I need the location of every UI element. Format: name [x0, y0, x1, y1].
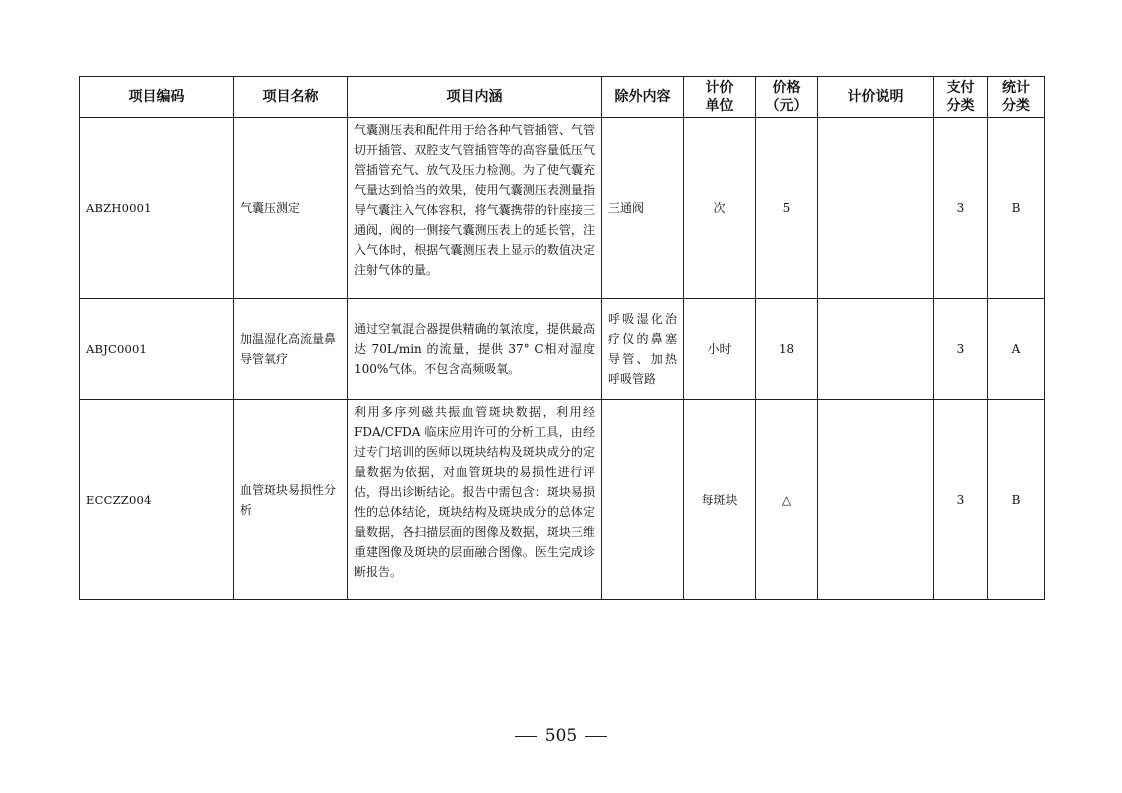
header-price: 价格 （元） — [756, 77, 818, 118]
item-name: 血管斑块易损性分析 — [234, 400, 348, 600]
header-stat: 统计 分类 — [988, 77, 1045, 118]
item-exclusion: 三通阀 — [602, 118, 684, 299]
item-content: 气囊测压表和配件用于给各种气管插管、气管切开插管、双腔支气管插管等的高容量低压气管插管充气、放气及压力检测。为了使气囊充气量达到恰当的效果，使用气囊测压表测量指导气囊注入气体容积，将气囊携带的针座接三通阀，阀的一侧接气囊测压表上的延长管，注入气体时，根据气囊测压表上显示的数值决定注射气体的量。 — [348, 118, 602, 299]
item-payment: 3 — [934, 118, 988, 299]
item-price: 18 — [756, 299, 818, 400]
item-stat: A — [988, 299, 1045, 400]
item-unit: 次 — [684, 118, 756, 299]
item-exclusion — [602, 400, 684, 600]
table-row — [80, 118, 1045, 299]
item-exclusion: 呼吸湿化治疗仪的鼻塞导管、加热呼吸管路 — [602, 299, 684, 400]
header-note: 计价说明 — [818, 77, 934, 118]
header-unit: 计价 单位 — [684, 77, 756, 118]
header-payment: 支付 分类 — [934, 77, 988, 118]
pricing-table — [79, 76, 1045, 600]
header-name: 项目名称 — [234, 77, 348, 118]
item-payment: 3 — [934, 299, 988, 400]
item-unit: 每斑块 — [684, 400, 756, 600]
item-note — [818, 400, 934, 600]
header-row — [80, 77, 1045, 118]
header-exclusion: 除外内容 — [602, 77, 684, 118]
item-note — [818, 118, 934, 299]
right-dash — [585, 736, 607, 737]
item-name: 加温湿化高流量鼻导管氧疗 — [234, 299, 348, 400]
item-code: ECCZZ004 — [80, 400, 234, 600]
item-stat: B — [988, 400, 1045, 600]
item-unit: 小时 — [684, 299, 756, 400]
table-row — [80, 400, 1045, 600]
item-stat: B — [988, 118, 1045, 299]
table-row — [80, 299, 1045, 400]
item-code: ABJC0001 — [80, 299, 234, 400]
item-content: 利用多序列磁共振血管斑块数据，利用经 FDA/CFDA 临床应用许可的分析工具，由经过专门培训的医师以斑块结构及斑块成分的定量数据为依据，对血管斑块的易损性进行评估，得出诊断结论。报告中需包含：斑块易损性的总体结论，斑块结构及斑块成分的总体定量数据，各扫描层面的图像及数据，斑块三维重建图像及斑块的层面融合图像。医生完成诊断报告。 — [348, 400, 602, 600]
item-price: △ — [756, 400, 818, 600]
item-name: 气囊压测定 — [234, 118, 348, 299]
item-note — [818, 299, 934, 400]
left-dash — [515, 736, 537, 737]
header-code: 项目编码 — [80, 77, 234, 118]
item-payment: 3 — [934, 400, 988, 600]
page-footer — [0, 726, 1122, 746]
item-code: ABZH0001 — [80, 118, 234, 299]
header-content: 项目内涵 — [348, 77, 602, 118]
item-price: 5 — [756, 118, 818, 299]
item-content: 通过空氧混合器提供精确的氧浓度，提供最高达 70L/min 的流量，提供 37° C相对湿度 100%气体。不包含高频吸氧。 — [348, 299, 602, 400]
page-number: 505 — [544, 726, 578, 746]
